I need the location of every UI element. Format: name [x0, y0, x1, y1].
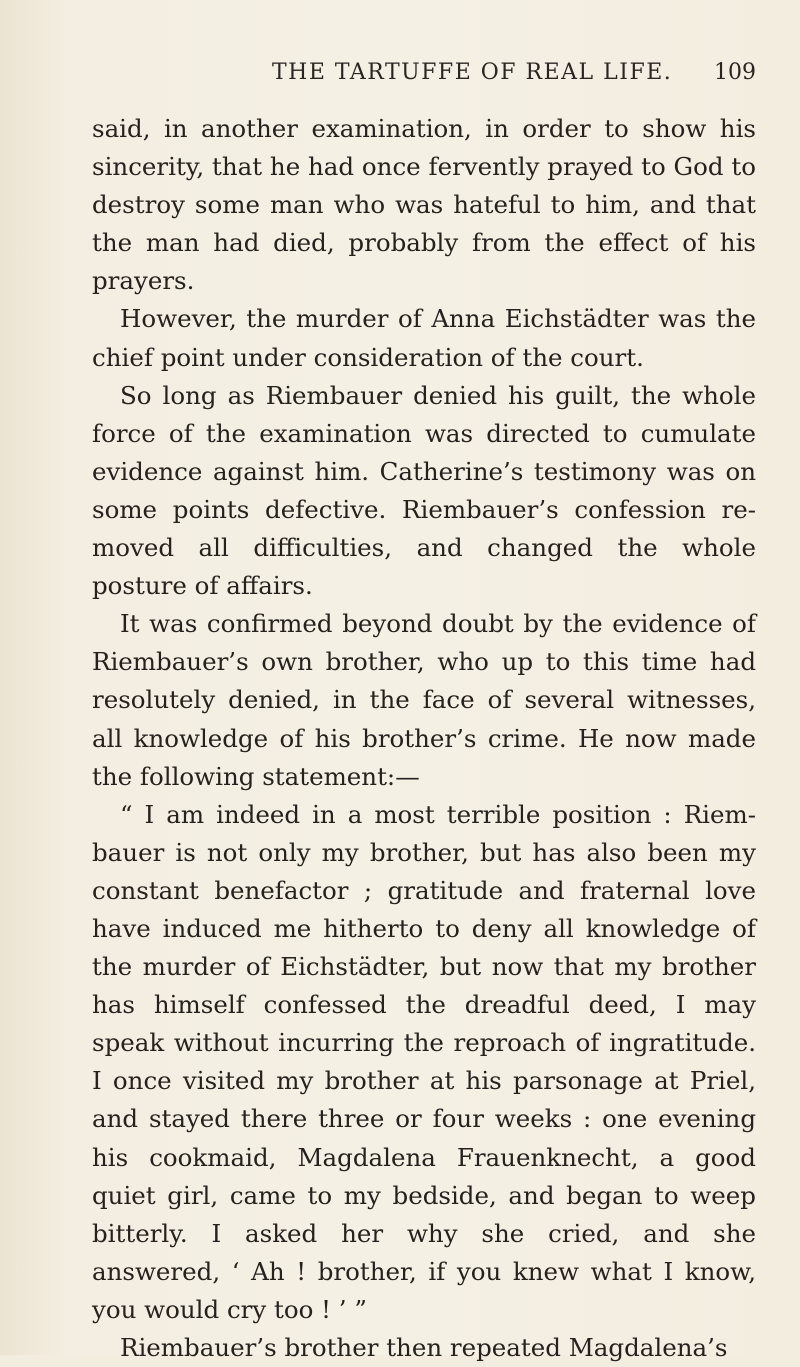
paragraph: So long as Riembauer denied his guilt, the whole force of the examination was directed to cumulate evidence against him. Catherine’s testimony was on some points defective. Riembauer’s confession re-moved all difficulties, and changed the whole posture of affairs.	[92, 380, 756, 601]
page-number: 109	[714, 60, 756, 85]
paragraph: However, the murder of Anna Eichstädter was the chief point under consideration of the court.	[92, 304, 756, 372]
body-text	[92, 110, 756, 1367]
paragraph-continued: said, in another examination, in order to show his sincerity, that he had once fervently prayed to God to destroy some man who was hateful to him, and that the man had died, probably from the effect of his prayers.	[92, 114, 756, 296]
quoted-statement: “ I am indeed in a most terrible position : Riem-bauer is not only my brother, but has also been my constant benefactor ; gratitude and fraternal love have induced me hitherto to deny all knowledge of the murder of Eichstädter, but now that my brother has himself confessed the dreadful deed, I may speak without incurring the reproach of ingratitude. I once visited my brother at his parsonage at Priel, and stayed there three or four weeks : one evening his cookmaid, Magdalena Frauenknecht, a good quiet girl, came to my bedside, and began to weep bitterly. I asked her why she cried, and she answered, ‘ Ah ! brother, if you knew what I know, you would cry too ! ’ ”	[92, 799, 756, 1324]
running-title: THE TARTUFFE OF REAL LIFE.	[272, 60, 673, 85]
paragraph: Riembauer’s brother then repeated Magdalena’s	[120, 1333, 728, 1362]
paragraph: It was confirmed beyond doubt by the evidence of Riembauer’s own brother, who up to this time had resolutely denied, in the face of several witnesses, all knowledge of his brother’s crime. He now made the following statement:—	[92, 609, 756, 791]
running-head	[92, 60, 756, 94]
